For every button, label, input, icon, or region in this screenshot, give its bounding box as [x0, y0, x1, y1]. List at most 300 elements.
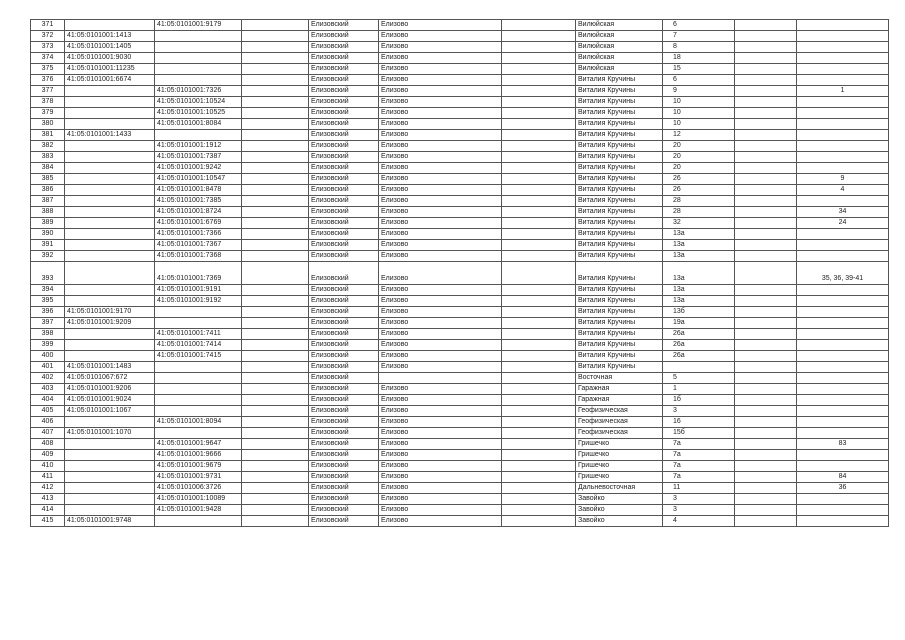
row-number: 412	[31, 483, 65, 494]
city-cell: Елизово	[379, 108, 502, 119]
street-cell: Гришечко	[576, 439, 663, 450]
house-number-cell: 3	[663, 505, 735, 516]
table-row	[31, 516, 889, 527]
empty-cell	[735, 384, 797, 395]
empty-cell	[735, 229, 797, 240]
house-number-cell: 13а	[663, 285, 735, 296]
city-cell: Елизово	[379, 141, 502, 152]
empty-cell	[242, 64, 309, 75]
street-cell: Виталия Кручины	[576, 307, 663, 318]
city-cell: Елизово	[379, 516, 502, 527]
table-row	[31, 450, 889, 461]
house-number-cell: 6	[663, 75, 735, 86]
empty-cell	[502, 229, 576, 240]
district-cell: Елизовский	[309, 307, 379, 318]
district-cell: Елизовский	[309, 373, 379, 384]
district-cell: Елизовский	[309, 505, 379, 516]
empty-cell	[502, 450, 576, 461]
table-row	[31, 64, 889, 75]
empty-cell	[502, 516, 576, 527]
row-number: 378	[31, 97, 65, 108]
cadastral-number-1: 41:05:0101001:1067	[65, 406, 155, 417]
street-cell: Виталия Кручины	[576, 108, 663, 119]
apartment-cell	[797, 31, 889, 42]
cadastral-number-1	[65, 218, 155, 229]
cadastral-number-1	[65, 20, 155, 31]
cadastral-number-2	[155, 31, 242, 42]
cadastral-number-1	[65, 461, 155, 472]
district-cell: Елизовский	[309, 516, 379, 527]
empty-cell	[502, 461, 576, 472]
city-cell: Елизово	[379, 395, 502, 406]
district-cell: Елизовский	[309, 196, 379, 207]
empty-cell	[502, 417, 576, 428]
street-cell: Восточная	[576, 373, 663, 384]
apartment-cell	[797, 53, 889, 64]
house-number-cell: 28	[663, 196, 735, 207]
empty-cell	[735, 262, 797, 285]
empty-cell	[735, 417, 797, 428]
cadastral-number-1	[65, 439, 155, 450]
street-cell: Виталия Кручины	[576, 240, 663, 251]
district-cell: Елизовский	[309, 417, 379, 428]
empty-cell	[735, 42, 797, 53]
cadastral-number-2: 41:05:0101001:7387	[155, 152, 242, 163]
row-number: 406	[31, 417, 65, 428]
row-number: 394	[31, 285, 65, 296]
table-row	[31, 340, 889, 351]
row-number: 377	[31, 86, 65, 97]
empty-cell	[502, 406, 576, 417]
empty-cell	[242, 439, 309, 450]
district-cell: Елизовский	[309, 439, 379, 450]
empty-cell	[502, 373, 576, 384]
row-number: 391	[31, 240, 65, 251]
city-cell: Елизово	[379, 472, 502, 483]
empty-cell	[242, 31, 309, 42]
empty-cell	[502, 174, 576, 185]
table-row	[31, 196, 889, 207]
city-cell: Елизово	[379, 229, 502, 240]
empty-cell	[242, 229, 309, 240]
apartment-cell	[797, 395, 889, 406]
table-row	[31, 251, 889, 262]
row-number: 413	[31, 494, 65, 505]
apartment-cell: 84	[797, 472, 889, 483]
cadastral-number-2	[155, 42, 242, 53]
cadastral-number-2: 41:05:0101001:1912	[155, 141, 242, 152]
house-number-cell: 9	[663, 86, 735, 97]
house-number-cell: 10	[663, 97, 735, 108]
row-number: 399	[31, 340, 65, 351]
empty-cell	[502, 428, 576, 439]
empty-cell	[735, 251, 797, 262]
empty-cell	[502, 196, 576, 207]
cadastral-number-2	[155, 362, 242, 373]
empty-cell	[242, 351, 309, 362]
empty-cell	[735, 362, 797, 373]
apartment-cell	[797, 141, 889, 152]
empty-cell	[735, 31, 797, 42]
cadastral-number-1	[65, 141, 155, 152]
city-cell: Елизово	[379, 285, 502, 296]
city-cell: Елизово	[379, 196, 502, 207]
row-number: 382	[31, 141, 65, 152]
empty-cell	[502, 439, 576, 450]
cadastral-number-1: 41:05:0101067:672	[65, 373, 155, 384]
street-cell: Виталия Кручины	[576, 229, 663, 240]
table-body	[31, 20, 889, 527]
row-number: 376	[31, 75, 65, 86]
row-number: 398	[31, 329, 65, 340]
city-cell: Елизово	[379, 75, 502, 86]
district-cell: Елизовский	[309, 472, 379, 483]
table-row	[31, 20, 889, 31]
row-number: 411	[31, 472, 65, 483]
city-cell: Елизово	[379, 251, 502, 262]
apartment-cell: 35, 36, 39-41	[797, 262, 889, 285]
street-cell: Виталия Кручины	[576, 119, 663, 130]
street-cell: Виталия Кручины	[576, 340, 663, 351]
city-cell: Елизово	[379, 53, 502, 64]
cadastral-number-2: 41:05:0101001:9679	[155, 461, 242, 472]
cadastral-number-2: 41:05:0101001:9191	[155, 285, 242, 296]
empty-cell	[735, 285, 797, 296]
district-cell: Елизовский	[309, 262, 379, 285]
house-number-cell: 16	[663, 417, 735, 428]
district-cell: Елизовский	[309, 75, 379, 86]
city-cell: Елизово	[379, 262, 502, 285]
cadastral-number-2: 41:05:0101001:6769	[155, 218, 242, 229]
empty-cell	[242, 494, 309, 505]
district-cell: Елизовский	[309, 108, 379, 119]
house-number-cell: 18	[663, 53, 735, 64]
table-row	[31, 86, 889, 97]
table-row	[31, 42, 889, 53]
street-cell: Виталия Кручины	[576, 351, 663, 362]
cadastral-number-2	[155, 64, 242, 75]
street-cell: Виталия Кручины	[576, 262, 663, 285]
cadastral-number-2: 41:05:0101001:7368	[155, 251, 242, 262]
street-cell: Виталия Кручины	[576, 141, 663, 152]
empty-cell	[735, 461, 797, 472]
apartment-cell	[797, 285, 889, 296]
empty-cell	[502, 472, 576, 483]
house-number-cell: 10	[663, 108, 735, 119]
house-number-cell: 20	[663, 141, 735, 152]
table-row	[31, 318, 889, 329]
table-row	[31, 218, 889, 229]
city-cell: Елизово	[379, 64, 502, 75]
district-cell: Елизовский	[309, 384, 379, 395]
cadastral-number-1	[65, 152, 155, 163]
city-cell: Елизово	[379, 505, 502, 516]
row-number: 415	[31, 516, 65, 527]
row-number: 392	[31, 251, 65, 262]
apartment-cell	[797, 240, 889, 251]
row-number: 379	[31, 108, 65, 119]
house-number-cell: 26а	[663, 340, 735, 351]
district-cell: Елизовский	[309, 86, 379, 97]
empty-cell	[735, 329, 797, 340]
cadastral-number-2: 41:05:0101001:8084	[155, 119, 242, 130]
street-cell: Виталия Кручины	[576, 218, 663, 229]
empty-cell	[242, 86, 309, 97]
empty-cell	[735, 53, 797, 64]
table-row	[31, 141, 889, 152]
city-cell: Елизово	[379, 185, 502, 196]
empty-cell	[242, 373, 309, 384]
row-number: 380	[31, 119, 65, 130]
street-cell: Виталия Кручины	[576, 97, 663, 108]
empty-cell	[735, 450, 797, 461]
house-number-cell: 15	[663, 64, 735, 75]
cadastral-number-2: 41:05:0101001:7326	[155, 86, 242, 97]
row-number: 410	[31, 461, 65, 472]
table-row	[31, 362, 889, 373]
street-cell: Завойко	[576, 494, 663, 505]
street-cell: Виталия Кручины	[576, 185, 663, 196]
city-cell: Елизово	[379, 483, 502, 494]
empty-cell	[502, 362, 576, 373]
empty-cell	[502, 340, 576, 351]
street-cell: Геофизическая	[576, 417, 663, 428]
table-row	[31, 439, 889, 450]
cadastral-number-2: 41:05:0101001:9731	[155, 472, 242, 483]
house-number-cell: 7а	[663, 461, 735, 472]
street-cell: Виталия Кручины	[576, 285, 663, 296]
empty-cell	[242, 53, 309, 64]
house-number-cell: 19а	[663, 318, 735, 329]
apartment-cell: 83	[797, 439, 889, 450]
empty-cell	[735, 119, 797, 130]
city-cell: Елизово	[379, 329, 502, 340]
cadastral-number-2: 41:05:0101001:10524	[155, 97, 242, 108]
apartment-cell	[797, 75, 889, 86]
street-cell: Виталия Кручины	[576, 163, 663, 174]
row-number: 404	[31, 395, 65, 406]
district-cell: Елизовский	[309, 240, 379, 251]
cadastral-number-2: 41:05:0101001:8094	[155, 417, 242, 428]
cadastral-number-2: 41:05:0101001:9242	[155, 163, 242, 174]
empty-cell	[502, 130, 576, 141]
table-row	[31, 461, 889, 472]
district-cell: Елизовский	[309, 97, 379, 108]
cadastral-number-1	[65, 119, 155, 130]
district-cell: Елизовский	[309, 229, 379, 240]
row-number: 414	[31, 505, 65, 516]
cadastral-number-2: 41:05:0101001:10525	[155, 108, 242, 119]
empty-cell	[242, 362, 309, 373]
street-cell: Вилюйская	[576, 42, 663, 53]
cadastral-number-1: 41:05:0101001:9030	[65, 53, 155, 64]
district-cell: Елизовский	[309, 163, 379, 174]
empty-cell	[242, 163, 309, 174]
district-cell: Елизовский	[309, 20, 379, 31]
row-number: 409	[31, 450, 65, 461]
house-number-cell: 7а	[663, 439, 735, 450]
empty-cell	[242, 152, 309, 163]
district-cell: Елизовский	[309, 64, 379, 75]
cadastral-number-1	[65, 472, 155, 483]
empty-cell	[502, 152, 576, 163]
district-cell: Елизовский	[309, 428, 379, 439]
empty-cell	[242, 329, 309, 340]
house-number-cell: 26	[663, 185, 735, 196]
table-row	[31, 262, 889, 285]
empty-cell	[502, 97, 576, 108]
empty-cell	[735, 86, 797, 97]
street-cell: Виталия Кручины	[576, 196, 663, 207]
apartment-cell	[797, 329, 889, 340]
cadastral-number-1: 41:05:0101001:9170	[65, 307, 155, 318]
city-cell: Елизово	[379, 20, 502, 31]
empty-cell	[502, 108, 576, 119]
house-number-cell: 12	[663, 130, 735, 141]
district-cell: Елизовский	[309, 494, 379, 505]
district-cell: Елизовский	[309, 461, 379, 472]
empty-cell	[735, 218, 797, 229]
city-cell: Елизово	[379, 439, 502, 450]
street-cell: Виталия Кручины	[576, 251, 663, 262]
empty-cell	[502, 329, 576, 340]
house-number-cell: 32	[663, 218, 735, 229]
house-number-cell: 7а	[663, 472, 735, 483]
apartment-cell: 24	[797, 218, 889, 229]
street-cell: Виталия Кручины	[576, 75, 663, 86]
house-number-cell: 13а	[663, 262, 735, 285]
house-number-cell: 3	[663, 494, 735, 505]
empty-cell	[242, 141, 309, 152]
cadastral-number-2: 41:05:0101001:10547	[155, 174, 242, 185]
empty-cell	[242, 516, 309, 527]
empty-cell	[735, 439, 797, 450]
empty-cell	[735, 97, 797, 108]
city-cell: Елизово	[379, 42, 502, 53]
city-cell: Елизово	[379, 461, 502, 472]
apartment-cell	[797, 340, 889, 351]
table-row	[31, 174, 889, 185]
apartment-cell	[797, 152, 889, 163]
cadastral-number-1: 41:05:0101001:9206	[65, 384, 155, 395]
cadastral-number-2: 41:05:0101001:9666	[155, 450, 242, 461]
cadastral-number-1	[65, 207, 155, 218]
cadastral-number-1	[65, 163, 155, 174]
table-row	[31, 505, 889, 516]
row-number: 388	[31, 207, 65, 218]
cadastral-number-2: 41:05:0101001:7369	[155, 262, 242, 285]
cadastral-number-2: 41:05:0101001:8478	[155, 185, 242, 196]
empty-cell	[242, 196, 309, 207]
row-number: 386	[31, 185, 65, 196]
empty-cell	[242, 20, 309, 31]
empty-cell	[735, 483, 797, 494]
apartment-cell	[797, 461, 889, 472]
street-cell: Виталия Кручины	[576, 152, 663, 163]
empty-cell	[502, 262, 576, 285]
empty-cell	[242, 130, 309, 141]
apartment-cell	[797, 64, 889, 75]
street-cell: Гришечко	[576, 472, 663, 483]
empty-cell	[502, 494, 576, 505]
cadastral-number-1	[65, 229, 155, 240]
city-cell: Елизово	[379, 218, 502, 229]
table-row	[31, 483, 889, 494]
cadastral-number-2	[155, 75, 242, 86]
row-number: 374	[31, 53, 65, 64]
cadastral-number-1	[65, 351, 155, 362]
empty-cell	[735, 163, 797, 174]
table-row	[31, 296, 889, 307]
city-cell: Елизово	[379, 351, 502, 362]
apartment-cell	[797, 42, 889, 53]
empty-cell	[242, 340, 309, 351]
empty-cell	[502, 207, 576, 218]
cadastral-number-1: 41:05:0101001:1483	[65, 362, 155, 373]
empty-cell	[502, 218, 576, 229]
cadastral-number-1	[65, 86, 155, 97]
apartment-cell: 36	[797, 483, 889, 494]
district-cell: Елизовский	[309, 296, 379, 307]
table-row	[31, 130, 889, 141]
district-cell: Елизовский	[309, 340, 379, 351]
apartment-cell	[797, 108, 889, 119]
cadastral-number-2: 41:05:0101006:3726	[155, 483, 242, 494]
table-row	[31, 406, 889, 417]
empty-cell	[502, 251, 576, 262]
row-number: 395	[31, 296, 65, 307]
row-number: 371	[31, 20, 65, 31]
cadastral-number-1	[65, 185, 155, 196]
house-number-cell: 13а	[663, 229, 735, 240]
address-table	[30, 19, 889, 527]
house-number-cell: 13а	[663, 251, 735, 262]
cadastral-number-1: 41:05:0101001:1070	[65, 428, 155, 439]
cadastral-number-2: 41:05:0101001:7385	[155, 196, 242, 207]
district-cell: Елизовский	[309, 318, 379, 329]
cadastral-number-2: 41:05:0101001:9428	[155, 505, 242, 516]
empty-cell	[502, 53, 576, 64]
empty-cell	[502, 86, 576, 97]
cadastral-number-1	[65, 196, 155, 207]
house-number-cell: 20	[663, 152, 735, 163]
city-cell: Елизово	[379, 307, 502, 318]
street-cell: Гаражная	[576, 384, 663, 395]
apartment-cell	[797, 505, 889, 516]
street-cell: Вилюйская	[576, 20, 663, 31]
street-cell: Вилюйская	[576, 31, 663, 42]
city-cell: Елизово	[379, 494, 502, 505]
empty-cell	[502, 141, 576, 152]
cadastral-number-1	[65, 285, 155, 296]
street-cell: Геофизическая	[576, 428, 663, 439]
city-cell: Елизово	[379, 428, 502, 439]
cadastral-number-1	[65, 296, 155, 307]
house-number-cell: 26а	[663, 329, 735, 340]
empty-cell	[735, 64, 797, 75]
empty-cell	[502, 75, 576, 86]
empty-cell	[735, 207, 797, 218]
house-number-cell: 26	[663, 174, 735, 185]
apartment-cell: 34	[797, 207, 889, 218]
empty-cell	[242, 285, 309, 296]
table-row	[31, 417, 889, 428]
street-cell: Виталия Кручины	[576, 174, 663, 185]
district-cell: Елизовский	[309, 251, 379, 262]
cadastral-number-2: 41:05:0101001:7415	[155, 351, 242, 362]
empty-cell	[242, 406, 309, 417]
cadastral-number-1	[65, 240, 155, 251]
